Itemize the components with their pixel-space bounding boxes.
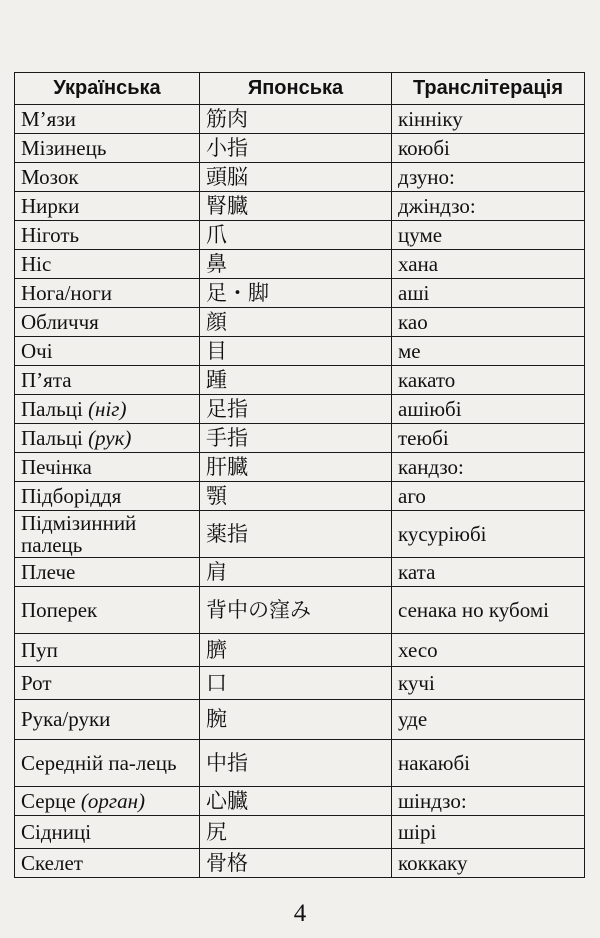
transliteration: уде [392,700,585,740]
ukrainian-word: П’ята [21,367,72,392]
japanese-word: 中指 [200,740,392,787]
ukrainian-word-cell [15,337,200,366]
ukrainian-note: (орган) [80,788,146,813]
ukrainian-word: Пальці [21,396,89,421]
japanese-word: 顔 [200,308,392,337]
transliteration: шірі [392,816,585,849]
japanese-word: 腎臓 [200,192,392,221]
transliteration: ката [392,558,585,587]
transliteration: ашіюбі [392,395,585,424]
ukrainian-word-cell [15,787,200,816]
transliteration: коккаку [392,849,585,878]
ukrainian-word-cell [15,134,200,163]
transliteration: кандзо: [392,453,585,482]
japanese-word: 爪 [200,221,392,250]
ukrainian-word: Підмізинний палець [21,510,137,557]
ukrainian-word: Пальці [21,425,89,450]
ukrainian-word-cell [15,395,200,424]
japanese-word: 肝臓 [200,453,392,482]
transliteration: шіндзо: [392,787,585,816]
ukrainian-word-cell [15,816,200,849]
transliteration: сенака но кубомі [392,587,585,634]
japanese-word: 頭脳 [200,163,392,192]
table-row [15,366,585,395]
table-row [15,221,585,250]
japanese-word: 手指 [200,424,392,453]
transliteration: хана [392,250,585,279]
ukrainian-word: Очі [21,338,53,363]
transliteration: ме [392,337,585,366]
japanese-word: 口 [200,667,392,700]
japanese-word: 臍 [200,634,392,667]
table-row [15,667,585,700]
ukrainian-word-cell [15,453,200,482]
table-row [15,308,585,337]
table-row [15,558,585,587]
transliteration: кусуріюбі [392,511,585,558]
japanese-word: 薬指 [200,511,392,558]
transliteration: какато [392,366,585,395]
ukrainian-note: (рук) [88,425,132,450]
ukrainian-word-cell [15,511,200,558]
transliteration: кінніку [392,105,585,134]
transliteration: као [392,308,585,337]
table-row [15,587,585,634]
ukrainian-word-cell [15,105,200,134]
japanese-word: 心臓 [200,787,392,816]
ukrainian-word-cell [15,279,200,308]
japanese-word: 尻 [200,816,392,849]
transliteration: джіндзо: [392,192,585,221]
ukrainian-word-cell [15,221,200,250]
table-row [15,700,585,740]
ukrainian-word: Пуп [21,637,58,662]
page-number: 4 [293,900,307,927]
ukrainian-word: М’язи [21,106,76,131]
ukrainian-word: Нирки [21,193,80,218]
ukrainian-word: Плече [21,559,76,584]
ukrainian-word-cell [15,308,200,337]
table-row [15,424,585,453]
transliteration: теюбі [392,424,585,453]
japanese-word: 鼻 [200,250,392,279]
ukrainian-word-cell [15,667,200,700]
ukrainian-word-cell [15,192,200,221]
transliteration: хесо [392,634,585,667]
ukrainian-word-cell [15,163,200,192]
ukrainian-word-cell [15,587,200,634]
ukrainian-word: Печінка [21,454,92,479]
ukrainian-word: Ніс [21,251,52,276]
ukrainian-word-cell [15,700,200,740]
ukrainian-word: Скелет [21,850,83,875]
ukrainian-word-cell [15,849,200,878]
ukrainian-word-cell [15,634,200,667]
table-row [15,395,585,424]
table-row [15,740,585,787]
table-row [15,192,585,221]
japanese-word: 背中の窪み [200,587,392,634]
table-row [15,482,585,511]
table-row [15,849,585,878]
ukrainian-word: Серце [21,788,81,813]
ukrainian-word: Підборіддя [21,483,122,508]
transliteration: коюбі [392,134,585,163]
ukrainian-word: Ніготь [21,222,80,247]
ukrainian-word: Поперек [21,597,98,622]
vocabulary-table [14,72,585,878]
header-japanese: Японська [200,73,392,105]
japanese-word: 顎 [200,482,392,511]
transliteration: цуме [392,221,585,250]
ukrainian-word: Мізинець [21,135,107,160]
header-ukrainian: Українська [15,73,200,105]
table-row [15,816,585,849]
table-row [15,634,585,667]
japanese-word: 小指 [200,134,392,163]
ukrainian-word: Середній па-лець [21,750,177,775]
ukrainian-word-cell [15,250,200,279]
japanese-word: 踵 [200,366,392,395]
table-row [15,279,585,308]
japanese-word: 腕 [200,700,392,740]
japanese-word: 骨格 [200,849,392,878]
table-row [15,163,585,192]
japanese-word: 筋肉 [200,105,392,134]
ukrainian-word-cell [15,424,200,453]
japanese-word: 目 [200,337,392,366]
table-row [15,134,585,163]
transliteration: аші [392,279,585,308]
ukrainian-word: Рот [21,670,52,695]
table-header-row [15,73,585,105]
ukrainian-word-cell [15,482,200,511]
ukrainian-word-cell [15,558,200,587]
ukrainian-word: Мозок [21,164,79,189]
ukrainian-word: Нога/ноги [21,280,113,305]
ukrainian-word-cell [15,740,200,787]
japanese-word: 足・脚 [200,279,392,308]
japanese-word: 足指 [200,395,392,424]
japanese-word: 肩 [200,558,392,587]
ukrainian-word: Сідниці [21,819,92,844]
ukrainian-word: Рука/руки [21,707,111,732]
ukrainian-word: Обличчя [21,309,99,334]
transliteration: накаюбі [392,740,585,787]
ukrainian-note: (ніг) [88,396,127,421]
table-row [15,105,585,134]
table-row [15,787,585,816]
table-row [15,250,585,279]
table-row [15,337,585,366]
transliteration: кучі [392,667,585,700]
table-row [15,453,585,482]
transliteration: дзуно: [392,163,585,192]
transliteration: аго [392,482,585,511]
ukrainian-word-cell [15,366,200,395]
header-transliteration: Транслітерація [392,73,585,105]
table-row [15,511,585,558]
